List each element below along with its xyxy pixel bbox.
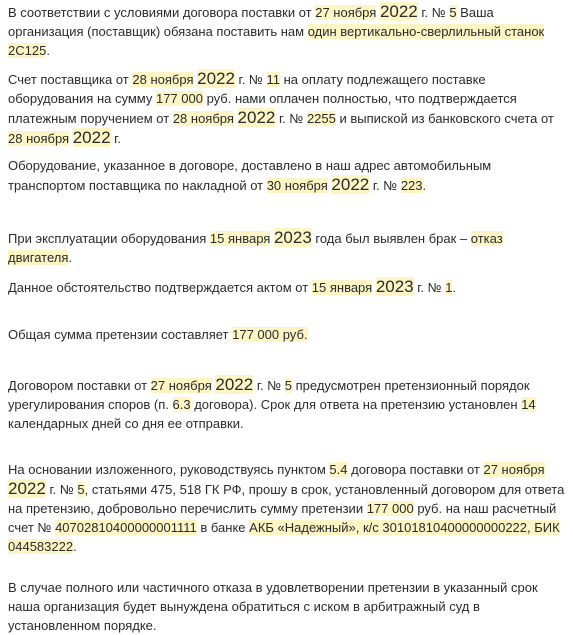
- highlighted-text: 177 000: [366, 501, 414, 516]
- highlighted-text: 27 ноября: [483, 462, 545, 477]
- highlighted-text: 2255: [306, 111, 336, 126]
- text-run: Оборудование, указанное в договоре, доставлено в наш адрес автомобильным транспортом поставщика по накладной от: [8, 158, 492, 193]
- highlighted-text: 5: [77, 482, 85, 497]
- paragraph-1: [8, 2, 568, 60]
- highlighted-text: 15 января: [209, 231, 271, 246]
- paragraph-3: [8, 156, 568, 195]
- text-run: г. №: [253, 378, 285, 393]
- text-run: г. №: [275, 111, 307, 126]
- text-run: г. №: [413, 280, 446, 295]
- paragraph-9: [8, 578, 568, 635]
- text-run: г. №: [45, 482, 78, 497]
- text-run: .: [422, 178, 427, 193]
- highlighted-text: 27 ноября: [150, 378, 212, 393]
- highlighted-text: 28 ноября: [172, 111, 234, 126]
- text-run: Общая сумма претензии составляет: [8, 327, 233, 342]
- paragraph-5: [8, 277, 568, 297]
- highlighted-text: 2022: [8, 479, 46, 498]
- paragraph-6: [8, 325, 568, 344]
- text-run: Счет поставщика от: [8, 72, 133, 87]
- highlighted-text: 2023: [375, 277, 414, 296]
- text-run: При эксплуатации оборудования: [8, 231, 210, 246]
- paragraph-8: [8, 460, 568, 556]
- highlighted-text: 2022: [379, 2, 418, 21]
- text-run: Договором поставки от: [8, 378, 151, 393]
- text-run: .: [46, 43, 50, 58]
- text-run: и выпиской из банковского счета от: [335, 111, 554, 126]
- text-run: г.: [110, 131, 121, 146]
- text-run: руб. на наш расчетный счет №: [8, 501, 557, 535]
- text-run: года был выявлен брак –: [311, 231, 471, 246]
- text-run: На основании изложенного, руководствуясь пунктом: [8, 462, 330, 477]
- text-run: Данное обстоятельство подтверждается актом от: [8, 280, 312, 295]
- highlighted-text: 40702810400000001111: [55, 520, 197, 535]
- text-run: на оплату подлежащего поставке оборудования на сумму: [8, 72, 486, 106]
- text-run: договора поставки от: [347, 462, 484, 477]
- highlighted-text: АКБ «Надежный», к/с 30101810400000000222, БИК 044583222: [8, 520, 560, 554]
- highlighted-text: 2022: [215, 375, 254, 394]
- highlighted-text: 5: [449, 5, 457, 20]
- highlighted-text: 14: [521, 397, 536, 412]
- highlighted-text: 177 000 руб.: [232, 327, 308, 342]
- text-run: Ваша организация (поставщик) обязана поставить нам: [8, 5, 494, 39]
- highlighted-text: 177 000: [155, 91, 203, 106]
- text-run: [234, 111, 238, 126]
- highlighted-text: 2022: [197, 69, 235, 88]
- highlighted-text: 2023: [273, 228, 312, 247]
- text-run: г. №: [234, 72, 267, 87]
- highlighted-text: 5: [284, 378, 292, 393]
- highlighted-text: 15 января: [311, 280, 373, 295]
- highlighted-text: 5.4: [329, 462, 348, 477]
- highlighted-text: 1: [445, 280, 453, 295]
- text-run: в банке: [196, 520, 250, 535]
- text-run: договора). Срок для ответа на претензию установлен: [190, 397, 522, 412]
- text-run: В случае полного или частичного отказа в удовлетворении претензии в указанный срок наша организация будет вынуждена обратиться с иском в арбитражный суд в установленном порядке.: [8, 580, 538, 633]
- highlighted-text: 27 ноября: [315, 5, 377, 20]
- text-run: , статьями 475, 518 ГК РФ, прошу в срок, установленный договором для ответа на претензию, добровольно перечислить сумму претензии: [8, 482, 565, 516]
- highlighted-text: 28 ноября: [132, 72, 194, 87]
- highlighted-text: 30 ноября: [266, 178, 328, 193]
- paragraph-2: [8, 69, 568, 148]
- text-run: .: [452, 280, 457, 295]
- highlighted-text: 2022: [331, 175, 370, 194]
- text-run: предусмотрен претензионный порядок урегулирования споров (п.: [8, 378, 530, 412]
- highlighted-text: 223: [400, 178, 423, 193]
- paragraph-4: [8, 228, 568, 267]
- highlighted-text: 28 ноября: [8, 131, 70, 146]
- highlighted-text: 11: [266, 72, 280, 87]
- text-run: .: [73, 539, 77, 554]
- text-run: В соответствии с условиями договора поставки от: [8, 5, 316, 20]
- highlighted-text: 6.3: [172, 397, 191, 412]
- text-run: руб. нами оплачен полностью, что подтверждается платежным поручением от: [8, 91, 517, 126]
- text-run: календарных дней со дня ее отправки.: [8, 416, 244, 431]
- text-run: г. №: [417, 5, 450, 20]
- highlighted-text: 2022: [72, 128, 111, 147]
- highlighted-text: 2022: [237, 108, 276, 127]
- highlighted-text: отказ двигателя: [8, 231, 503, 265]
- text-run: г. №: [369, 178, 401, 193]
- text-run: .: [68, 250, 73, 265]
- paragraph-7: [8, 375, 568, 433]
- highlighted-text: один вертикально-сверлильный станок 2С125: [8, 24, 545, 58]
